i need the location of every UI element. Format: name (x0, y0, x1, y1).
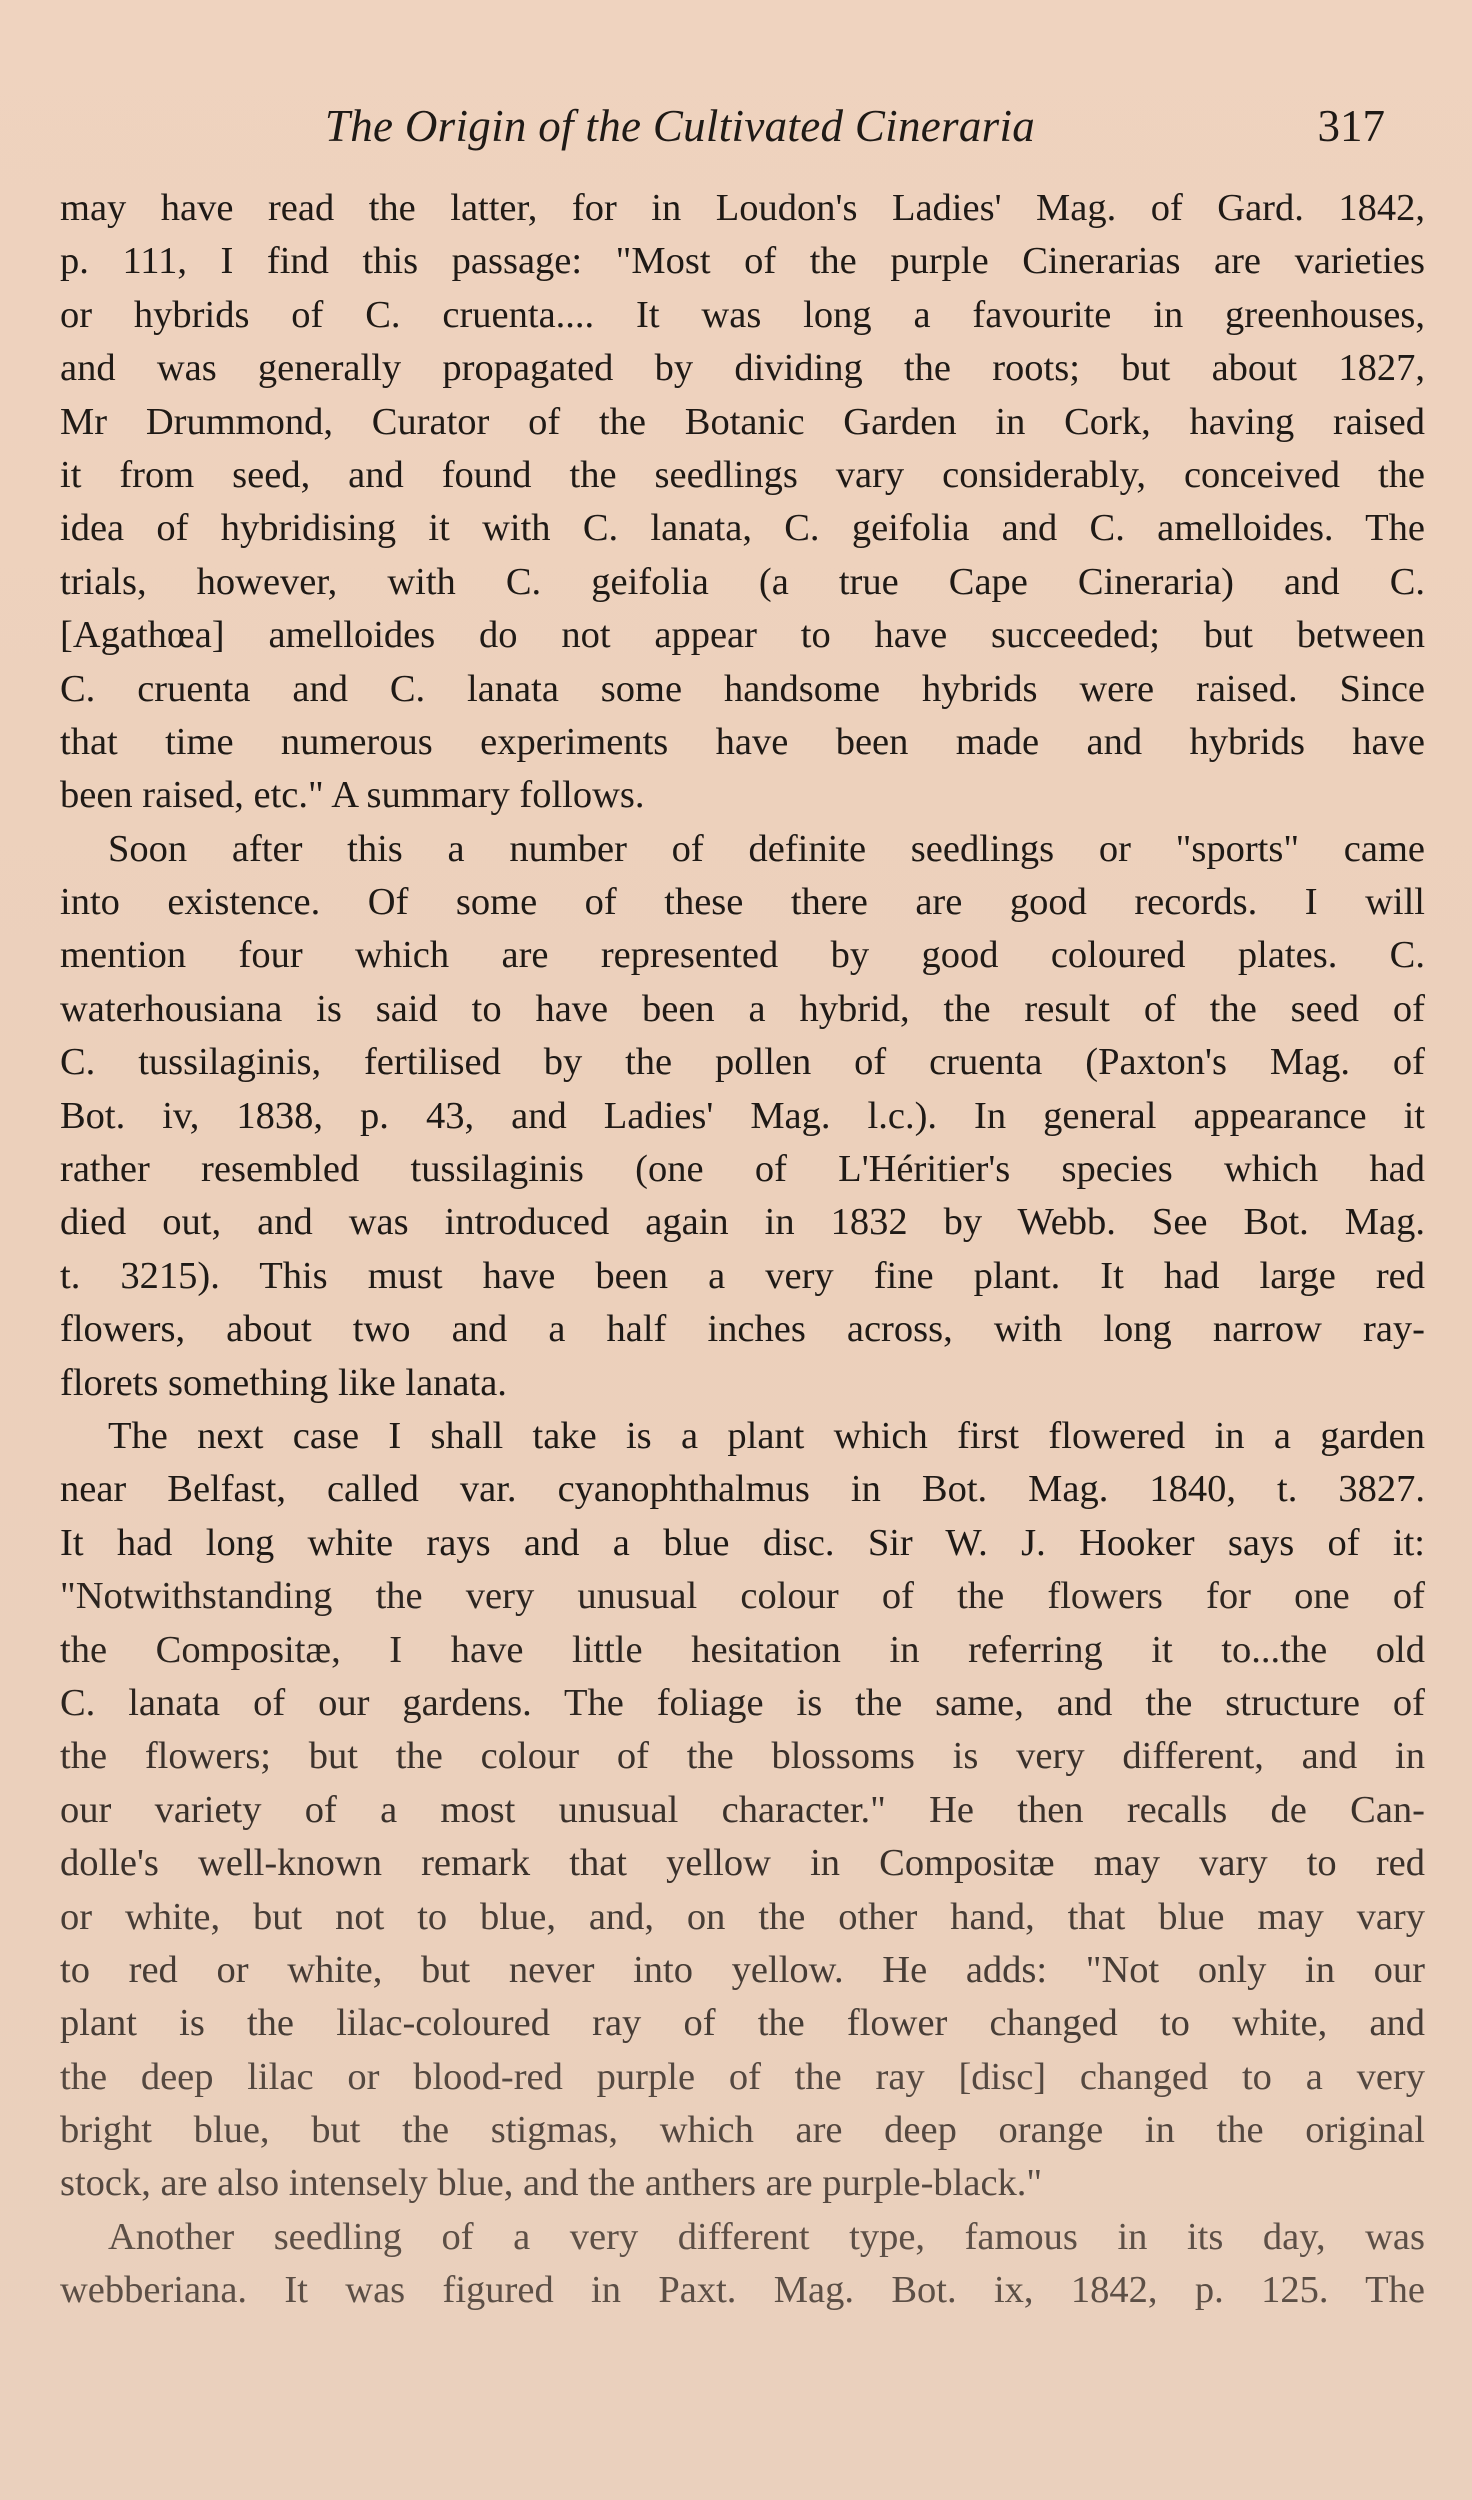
text-line: stock, are also intensely blue, and the anthers are purple-black." (60, 2162, 1043, 2205)
text-line: that time numerous experiments have been made and hybrids have (60, 720, 1425, 763)
text-line: or hybrids of C. cruenta.... It was long a favourite in greenhouses, (60, 293, 1425, 336)
text-line: rather resembled tussilaginis (one of L'Héritier's species which had (60, 1148, 1425, 1191)
text-line: and was generally propagated by dividing the roots; but about 1827, (60, 347, 1425, 390)
text-line: Bot. iv, 1838, p. 43, and Ladies' Mag. l.c.). In general appearance it (60, 1094, 1425, 1137)
text-line: it from seed, and found the seedlings vary considerably, conceived the (60, 453, 1425, 496)
text-line: Mr Drummond, Curator of the Botanic Garden in Cork, having raised (60, 400, 1425, 443)
page-header (60, 96, 1425, 156)
text-line: waterhousiana is said to have been a hybrid, the result of the seed of (60, 987, 1425, 1030)
text-line: may have read the latter, for in Loudon's Ladies' Mag. of Gard. 1842, (60, 187, 1425, 229)
text-line: C. tussilaginis, fertilised by the pollen of cruenta (Paxton's Mag. of (60, 1041, 1425, 1084)
text-line: C. lanata of our gardens. The foliage is the same, and the structure of (60, 1681, 1425, 1724)
text-line: It had long white rays and a blue disc. Sir W. J. Hooker says of it: (60, 1521, 1425, 1564)
text-line: near Belfast, called var. cyanophthalmus in Bot. Mag. 1840, t. 3827. (60, 1468, 1425, 1511)
text-line: to red or white, but never into yellow. He adds: "Not only in our (60, 1948, 1425, 1991)
text-line: "Notwithstanding the very unusual colour of the flowers for one of (60, 1575, 1425, 1618)
text-line: the deep lilac or blood-red purple of the ray [disc] changed to a very (60, 2055, 1425, 2098)
text-line: into existence. Of some of these there are good records. I will (60, 881, 1425, 924)
text-line: The next case I shall take is a plant which first flowered in a garden (108, 1414, 1425, 1457)
text-line: p. 111, I find this passage: "Most of the purple Cinerarias are varieties (60, 240, 1425, 283)
text-line: Soon after this a number of definite seedlings or "sports" came (108, 827, 1425, 870)
text-line: florets something like lanata. (60, 1361, 507, 1404)
text-line: idea of hybridising it with C. lanata, C. geifolia and C. amelloides. The (60, 507, 1425, 550)
text-line: webberiana. It was figured in Paxt. Mag. Bot. ix, 1842, p. 125. The (60, 2269, 1425, 2312)
text-line: been raised, etc." A summary follows. (60, 774, 645, 817)
text-line: bright blue, but the stigmas, which are deep orange in the original (60, 2109, 1425, 2152)
body-text (60, 182, 1425, 2318)
text-line: trials, however, with C. geifolia (a true Cape Cineraria) and C. (60, 560, 1425, 603)
text-line: mention four which are represented by good coloured plates. C. (60, 934, 1425, 977)
text-line: t. 3215). This must have been a very fine plant. It had large red (60, 1254, 1425, 1297)
text-line: C. cruenta and C. lanata some handsome hybrids were raised. Since (60, 667, 1425, 710)
text-line: our variety of a most unusual character." He then recalls de Can- (60, 1788, 1425, 1831)
page-number: 317 (1317, 101, 1385, 151)
text-line: the flowers; but the colour of the blossoms is very different, and in (60, 1735, 1425, 1778)
text-line: dolle's well-known remark that yellow in Compositæ may vary to red (60, 1842, 1425, 1885)
text-line: Another seedling of a very different type, famous in its day, was (108, 2215, 1425, 2258)
text-line: plant is the lilac-coloured ray of the flower changed to white, and (60, 2002, 1425, 2045)
text-line: [Agathœa] amelloides do not appear to have succeeded; but between (60, 614, 1425, 657)
text-line: flowers, about two and a half inches across, with long narrow ray- (60, 1308, 1425, 1351)
text-line: died out, and was introduced again in 1832 by Webb. See Bot. Mag. (60, 1201, 1425, 1244)
running-title: The Origin of the Cultivated Cineraria (324, 101, 1036, 151)
text-line: the Compositæ, I have little hesitation in referring it to...the old (60, 1628, 1425, 1671)
text-line: or white, but not to blue, and, on the other hand, that blue may vary (60, 1895, 1425, 1938)
